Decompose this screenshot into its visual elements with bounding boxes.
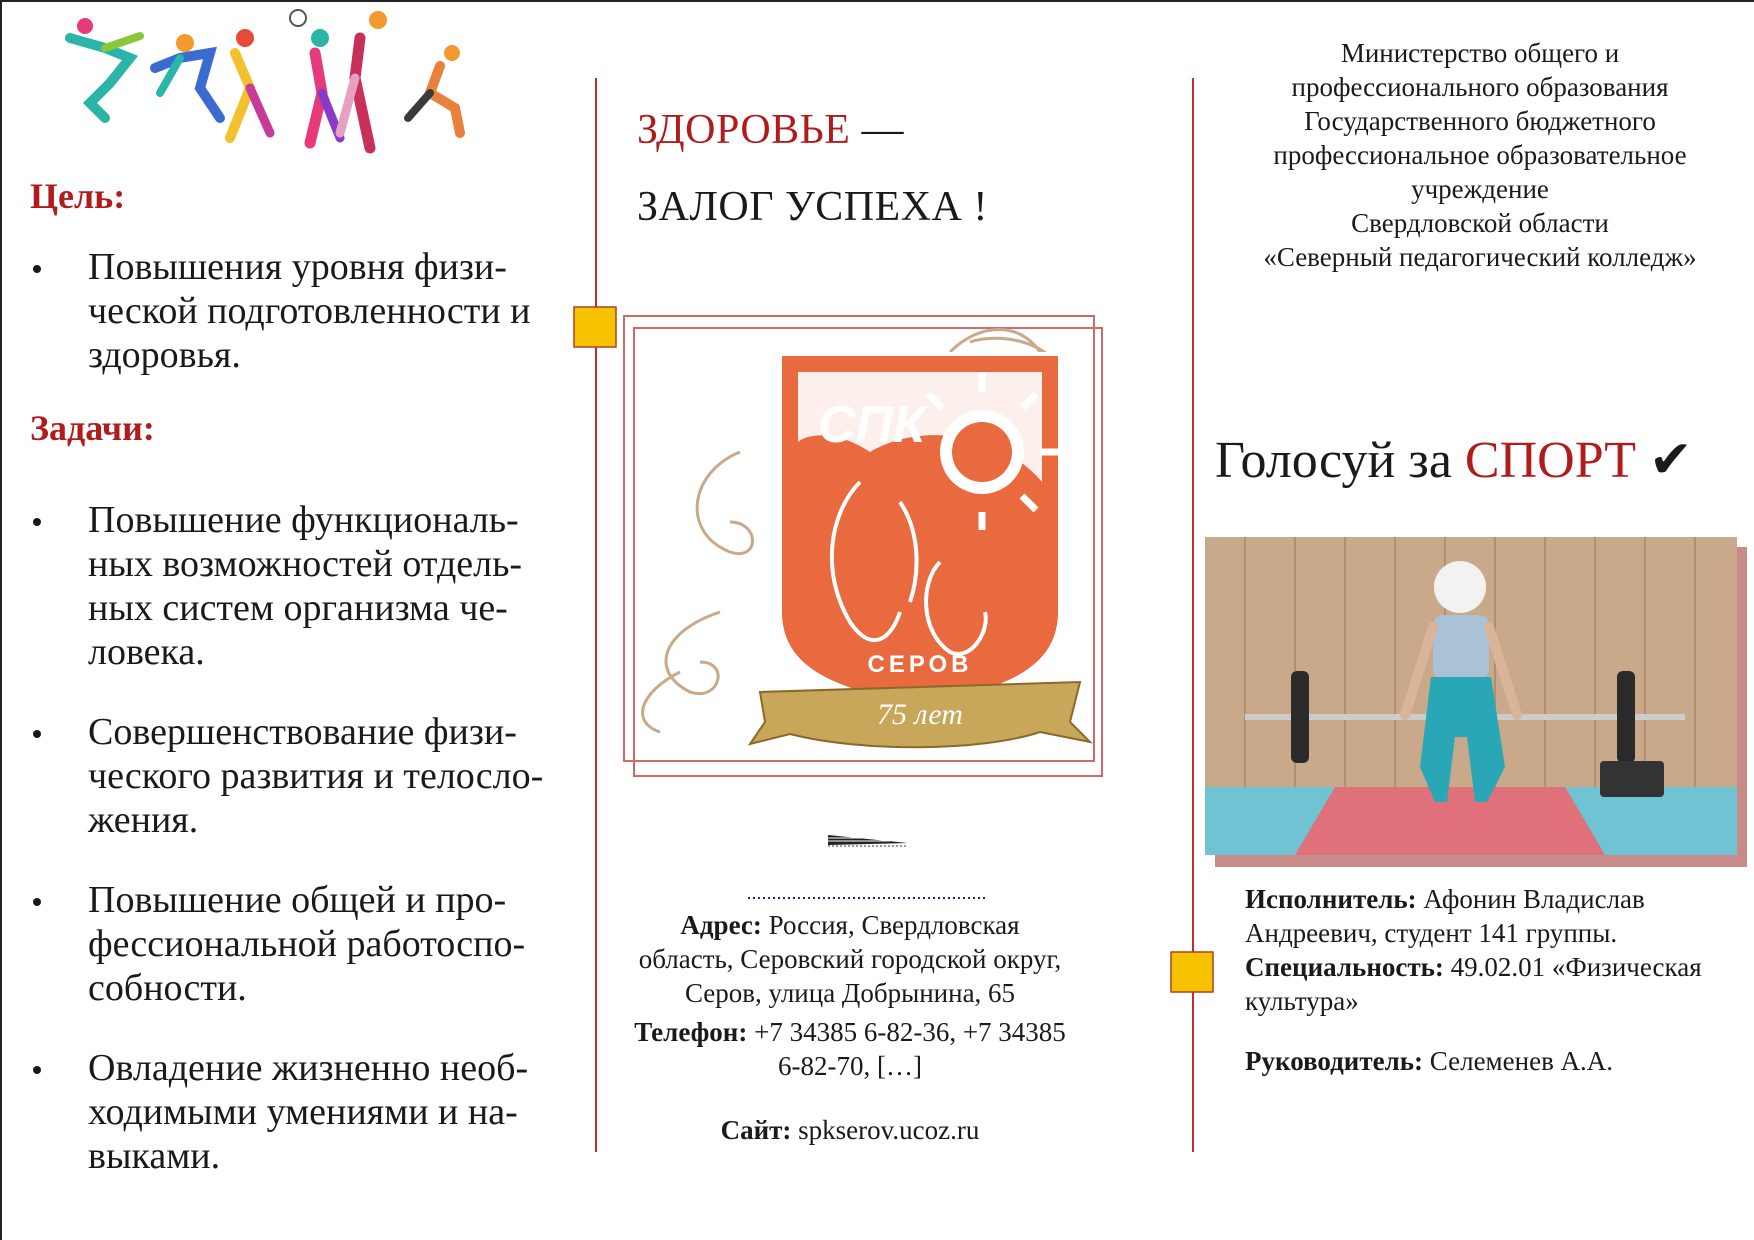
org-line: «Северный педагогический колледж» bbox=[1263, 242, 1697, 272]
org-line: Государственного бюджетного bbox=[1304, 106, 1656, 136]
logo-city: СЕРОВ bbox=[867, 651, 973, 678]
tasks-list bbox=[30, 498, 560, 1214]
athlete-figure-5 bbox=[340, 11, 387, 148]
vote-title bbox=[1215, 430, 1735, 490]
executor-line bbox=[1245, 882, 1735, 950]
organization-header bbox=[1230, 36, 1730, 274]
executor-value: Афонин Владислав Андреевич, студент 141 группы. bbox=[1245, 884, 1645, 948]
phone-value: +7 34385 6‑82‑36, +7 34385 6‑82‑70, […] bbox=[747, 1017, 1066, 1081]
slogan-health: ЗДОРОВЬЕ bbox=[637, 107, 851, 153]
vote-prefix: Голосуй за bbox=[1215, 432, 1465, 489]
logo-abbreviation: СПК bbox=[818, 396, 925, 454]
athlete-figure-6 bbox=[408, 45, 460, 133]
site-value: spkserov.ucoz.ru bbox=[791, 1115, 980, 1145]
phone-block bbox=[630, 1015, 1070, 1083]
goal-list bbox=[30, 245, 560, 377]
org-line: профессиональное образовательное bbox=[1273, 140, 1687, 170]
address-block bbox=[630, 908, 1070, 1010]
goal-item: Повышения уровня физи-ческой подготовленности и здоровья. bbox=[30, 245, 560, 377]
tasks-heading: Задачи: bbox=[30, 408, 155, 448]
org-line: Свердловской области bbox=[1351, 208, 1609, 238]
college-logo-emblem bbox=[620, 312, 1105, 782]
phone-label: Телефон: bbox=[634, 1017, 748, 1047]
org-line: учреждение bbox=[1411, 174, 1549, 204]
athlete-figure-1 bbox=[70, 18, 140, 118]
specialty-line bbox=[1245, 950, 1735, 1018]
slogan-line-2: ЗАЛОГ УСПЕХА ! bbox=[637, 184, 988, 230]
task-item: Совершенствование физи-ческого развития и телосло-жения. bbox=[30, 710, 560, 842]
slogan-line-1 bbox=[637, 106, 1037, 154]
address-label: Адрес: bbox=[680, 910, 762, 940]
goal-heading: Цель: bbox=[30, 176, 126, 216]
task-item: Повышение общей и про-фессиональной работоспо-собности. bbox=[30, 878, 560, 1010]
task-item: Повышение функциональ-ных возможностей отдель-ных систем организма че-ловека. bbox=[30, 498, 560, 674]
site-label: Сайт: bbox=[720, 1115, 792, 1145]
checkmark-icon: ✔ bbox=[1636, 432, 1693, 489]
yellow-square-left bbox=[574, 307, 616, 347]
executor-label: Исполнитель: bbox=[1245, 884, 1417, 914]
arrow-ornament bbox=[828, 835, 908, 846]
ribbon-label: 75 лет bbox=[877, 698, 963, 731]
supervisor-value: Селеменев А.А. bbox=[1423, 1046, 1614, 1076]
yellow-square-right bbox=[1171, 952, 1213, 992]
sports-silhouettes-image bbox=[60, 8, 490, 158]
task-item: Овладение жизненно необ-ходимыми умениями и на-выками. bbox=[30, 1046, 560, 1178]
weightlifter-photo bbox=[1205, 537, 1747, 867]
org-line: профессионального образования bbox=[1291, 72, 1669, 102]
specialty-value: 49.02.01 «Физическая культура» bbox=[1245, 952, 1702, 1016]
floor-mat-red bbox=[1295, 787, 1605, 855]
site-block bbox=[630, 1113, 1070, 1147]
slogan-dash: — bbox=[850, 107, 904, 153]
address-value: Россия, Свердловская область, Серовский городской округ, Серов, улица Добрынина, 65 bbox=[638, 910, 1062, 1008]
supervisor-line bbox=[1245, 1044, 1735, 1078]
supervisor-label: Руководитель: bbox=[1245, 1046, 1424, 1076]
athlete-figure-4 bbox=[310, 29, 340, 143]
specialty-label: Специальность: bbox=[1245, 952, 1444, 982]
boombox-icon bbox=[1600, 761, 1664, 797]
athlete-figure-2 bbox=[155, 34, 220, 118]
credits-block bbox=[1245, 882, 1735, 1078]
athlete-figure-3 bbox=[230, 10, 306, 138]
org-line: Министерство общего и bbox=[1340, 38, 1620, 68]
vote-sport: СПОРТ bbox=[1464, 432, 1637, 489]
